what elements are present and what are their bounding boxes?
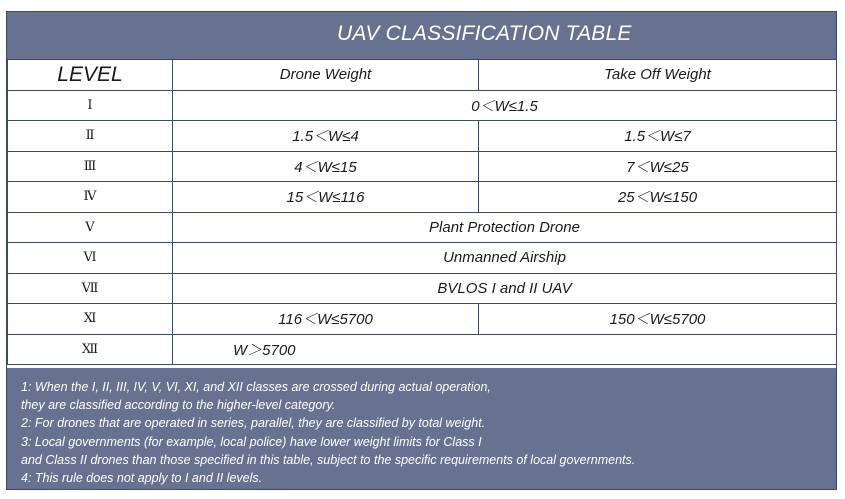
table-row xyxy=(8,273,837,304)
level-cell: Ⅳ xyxy=(8,182,173,213)
note-line: 4: This rule does not apply to I and II levels. xyxy=(21,471,263,486)
merged-category-cell: BVLOS I and II UAV xyxy=(173,273,837,304)
level-header: LEVEL xyxy=(8,60,173,91)
level-cell: Ⅴ xyxy=(8,212,173,243)
table-row xyxy=(8,90,837,121)
classification-table-frame xyxy=(6,11,837,490)
drone-weight-cell: 4＜W≤15 xyxy=(173,151,479,182)
merged-category-cell: Unmanned Airship xyxy=(173,243,837,274)
header-row xyxy=(8,60,837,91)
drone-weight-cell: 116＜W≤5700 xyxy=(173,304,479,335)
merged-weight-cell: W＞5700 xyxy=(173,334,837,365)
level-cell: Ⅺ xyxy=(8,304,173,335)
table-row xyxy=(8,243,837,274)
takeoff-weight-cell: 7＜W≤25 xyxy=(479,151,837,182)
classification-table xyxy=(7,59,837,365)
takeoff-weight-header: Take Off Weight xyxy=(479,60,837,91)
level-cell: Ⅶ xyxy=(8,273,173,304)
table-row xyxy=(8,304,837,335)
table-row xyxy=(8,121,837,152)
takeoff-weight-cell: 1.5＜W≤7 xyxy=(479,121,837,152)
level-cell: Ⅰ xyxy=(8,90,173,121)
drone-weight-header: Drone Weight xyxy=(173,60,479,91)
table-row xyxy=(8,334,837,365)
note-line: 2: For drones that are operated in series, parallel, they are classified by total weight. xyxy=(21,416,486,431)
drone-weight-cell: 15＜W≤116 xyxy=(173,182,479,213)
level-cell: Ⅻ xyxy=(8,334,173,365)
table-row xyxy=(8,151,837,182)
table-title: UAV CLASSIFICATION TABLE xyxy=(337,22,632,45)
level-cell: Ⅱ xyxy=(8,121,173,152)
note-line: 1: When the I, II, III, IV, V, VI, XI, and XII classes are crossed during actual operation, xyxy=(21,380,491,394)
drone-weight-cell: 1.5＜W≤4 xyxy=(173,121,479,152)
takeoff-weight-cell: 25＜W≤150 xyxy=(479,182,837,213)
note-line: they are classified according to the higher-level category. xyxy=(21,398,336,413)
table-row xyxy=(8,182,837,213)
note-line: and Class II drones than those specified in this table, subject to the specific requirements of local governments. xyxy=(21,452,636,467)
takeoff-weight-cell: 150＜W≤5700 xyxy=(479,304,837,335)
note-line: 3: Local governments (for example, local police) have lower weight limits for Class I xyxy=(21,434,482,449)
table-row xyxy=(8,212,837,243)
merged-weight-cell: 0＜W≤1.5 xyxy=(173,90,837,121)
merged-category-cell: Plant Protection Drone xyxy=(173,212,837,243)
level-cell: Ⅲ xyxy=(8,151,173,182)
level-cell: Ⅵ xyxy=(8,243,173,274)
title-bar xyxy=(7,12,836,60)
notes-panel xyxy=(7,368,836,489)
